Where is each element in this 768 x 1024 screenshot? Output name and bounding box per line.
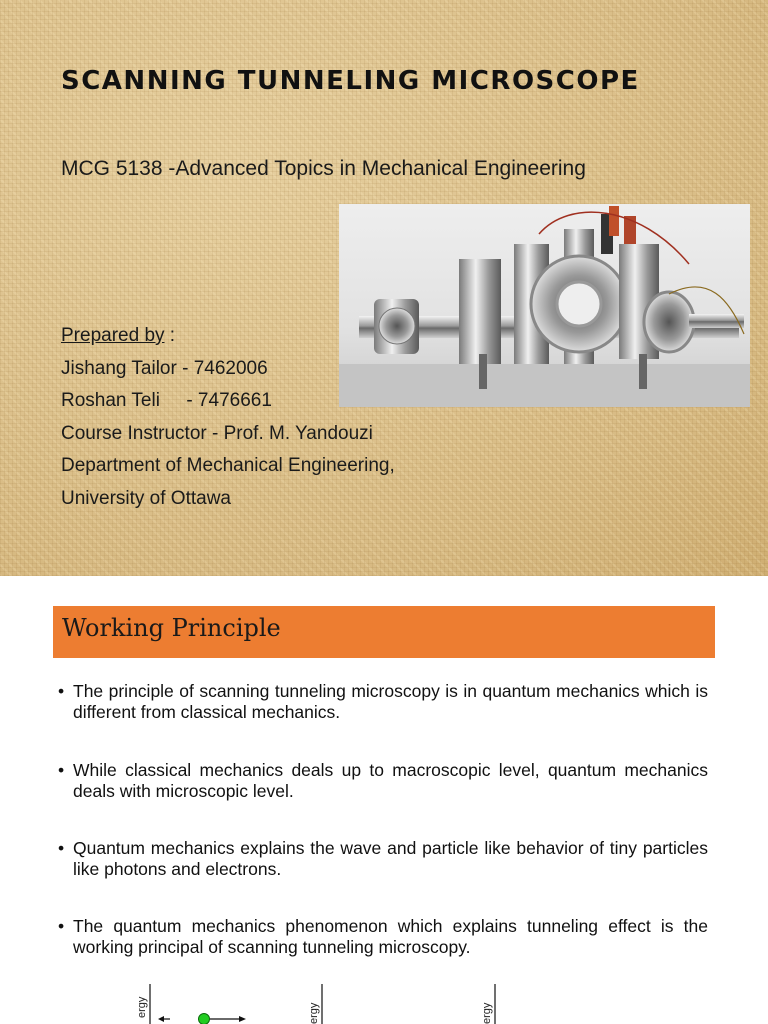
energy-axis-label: ergy [136, 996, 148, 1018]
bullet-dot: • [58, 681, 65, 701]
course-instructor: Course Instructor - Prof. M. Yandouzi [61, 422, 373, 444]
author-1: Jishang Tailor - 7462006 [61, 357, 268, 379]
prepared-by-line [61, 320, 395, 353]
heading-banner [53, 606, 715, 658]
course-subtitle: MCG 5138 -Advanced Topics in Mechanical Engineering [61, 157, 586, 180]
arrow-head-icon [158, 1016, 164, 1022]
bullet-item [58, 681, 708, 723]
energy-axis-label: ergy [308, 1002, 320, 1024]
arrow-head-icon [239, 1016, 246, 1022]
bullet-dot: • [58, 838, 65, 858]
bullet-item [58, 838, 708, 880]
university: University of Ottawa [61, 487, 231, 509]
prepared-by-suffix: : [164, 325, 176, 346]
bullet-text: While classical mechanics deals up to macroscopic level, quantum mechanics deals with microscopic level. [73, 760, 708, 801]
slide-heading: Working Principle [62, 614, 281, 642]
department: Department of Mechanical Engineering, [61, 455, 395, 476]
working-principle-slide [0, 576, 768, 1024]
bullet-text: The principle of scanning tunneling microscopy is in quantum mechanics which is different from classical mechanics. [73, 681, 708, 722]
tunneling-diagram [0, 976, 768, 1024]
bullet-item [58, 760, 708, 802]
particle-icon [199, 1014, 210, 1024]
prepared-by-label: Prepared by [61, 325, 165, 346]
microscope-photo [339, 204, 750, 407]
slide-title: SCANNING TUNNELING MICROSCOPE [61, 66, 640, 96]
author-info [61, 320, 395, 515]
bullet-dot: • [58, 760, 65, 780]
bullet-dot: • [58, 916, 65, 936]
bullet-item [58, 916, 708, 958]
bullet-text: Quantum mechanics explains the wave and particle like behavior of tiny particles like photons and electrons. [73, 838, 708, 879]
bullet-text: The quantum mechanics phenomenon which explains tunneling effect is the working principal of scanning tunneling microscopy. [73, 916, 708, 957]
author-2: Roshan Teli - 7476661 [61, 390, 272, 411]
energy-axis-label: ergy [481, 1002, 493, 1024]
